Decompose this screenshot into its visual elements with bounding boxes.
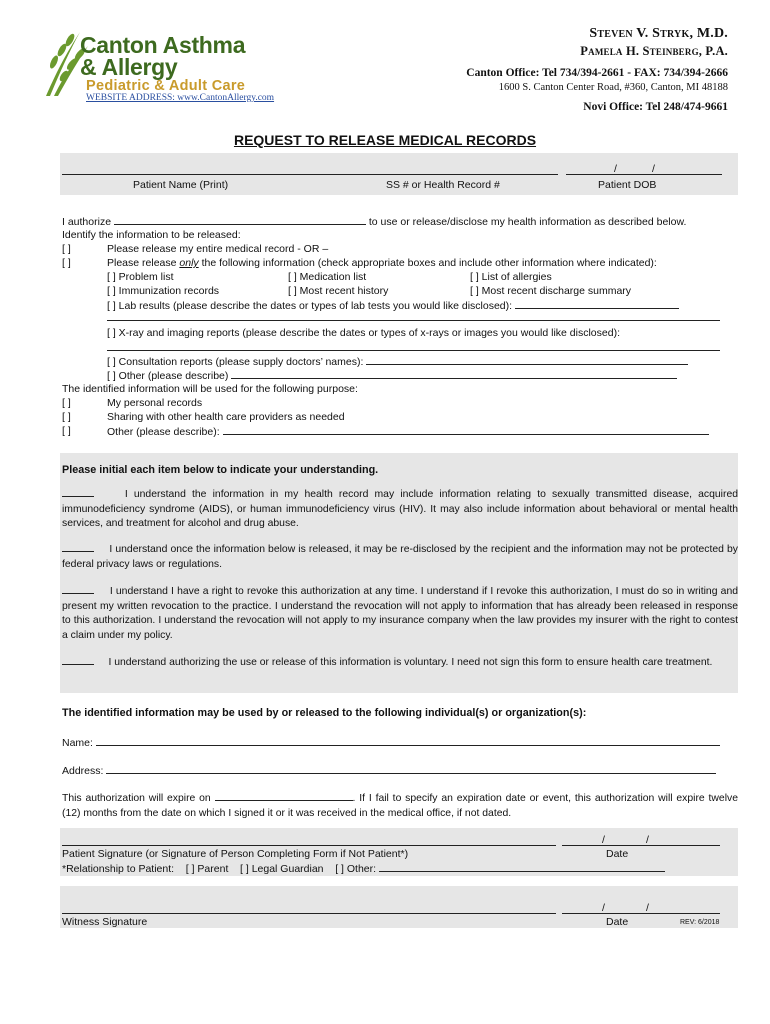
- xray-field[interactable]: [107, 341, 720, 351]
- ss-field[interactable]: [362, 165, 558, 175]
- initial-field-3[interactable]: [62, 585, 94, 594]
- logo-tagline: Pediatric & Adult Care: [86, 78, 246, 94]
- recipient-address-row: Address:: [62, 764, 716, 777]
- novi-office: Novi Office: Tel 248/474-9661: [583, 101, 728, 113]
- checkbox-allergies[interactable]: [ ] List of allergies: [470, 271, 552, 283]
- other-purpose-field[interactable]: [223, 425, 709, 435]
- patient-name-field[interactable]: [62, 165, 362, 175]
- checkbox-parent[interactable]: [ ] Parent: [185, 863, 229, 875]
- witness-date-slash-1: /: [602, 902, 605, 914]
- release-entire-label: Please release my entire medical record - OR –: [107, 243, 329, 255]
- sharing-label: Sharing with other health care providers as needed: [107, 411, 345, 423]
- patient-signature-date-label: Date: [606, 848, 629, 860]
- doctor-2: Pamela H. Steinberg, P.A.: [580, 44, 728, 58]
- dob-label: Patient DOB: [598, 179, 657, 191]
- checkbox-medication-list[interactable]: [ ] Medication list: [288, 271, 367, 283]
- checkbox-sharing[interactable]: [ ]: [62, 411, 71, 423]
- recipient-name-field[interactable]: [96, 736, 720, 746]
- witness-signature-label: Witness Signature: [62, 916, 148, 928]
- sig-date-slash-1: /: [602, 834, 605, 846]
- checkbox-consultation[interactable]: [ ] Consultation reports (please supply doctors’ names):: [107, 355, 688, 368]
- authorized-party-field[interactable]: [114, 215, 366, 225]
- patient-signature-date-field[interactable]: [562, 836, 720, 846]
- expiration-text: This authorization will expire on . If I fail to specify an expiration date or event, this authorization will expire twelve (12) months from the date on which I signed it or it was received in the medical office, if not dated.: [62, 793, 738, 819]
- website-link[interactable]: WEBSITE ADDRESS: www.CantonAllergy.com: [86, 93, 275, 103]
- relationship-row: *Relationship to Patient: [ ] Parent [ ] Legal Guardian [ ] Other:: [62, 862, 665, 875]
- dob-slash-1: /: [614, 163, 617, 175]
- checkbox-immunization[interactable]: [ ] Immunization records: [107, 285, 220, 297]
- understanding-item-3: I understand I have a right to revoke this authorization at any time. I understand if I revoke this authorization, I must do so in writing and present my written revocation to the practice. I understand the revocation will not apply to information that has already been released in response to this authorization. I understand the revocation will not apply to my insurance company when the law provides my insurer with the right to contest a claim under my policy.: [62, 586, 738, 641]
- witness-date-field[interactable]: [562, 904, 720, 914]
- recipient-address-field[interactable]: [106, 764, 716, 774]
- logo-line2: & Allergy: [80, 54, 178, 80]
- only-emphasis: only: [179, 257, 199, 269]
- ss-label: SS # or Health Record #: [386, 179, 500, 191]
- other-purpose-label: Other (please describe):: [107, 425, 709, 438]
- recipient-heading: The identified information may be used by or released to the following individual(s) or organization(s):: [62, 707, 587, 719]
- to-use-label: to use or release/disclose my health information as described below.: [368, 216, 687, 228]
- canton-address: 1600 S. Canton Center Road, #360, Canton, MI 48188: [498, 82, 728, 93]
- initial-field-1[interactable]: [62, 488, 94, 497]
- dob-slash-2: /: [652, 163, 655, 175]
- page-title: REQUEST TO RELEASE MEDICAL RECORDS: [233, 132, 537, 148]
- witness-signature-field[interactable]: [62, 904, 556, 914]
- logo-line1: Canton Asthma: [80, 32, 246, 58]
- checkbox-guardian[interactable]: [ ] Legal Guardian: [240, 863, 324, 875]
- understanding-heading: Please initial each item below to indicate your understanding.: [62, 464, 379, 476]
- doctor-1: Steven V. Stryk, M.D.: [589, 26, 728, 41]
- checkbox-lab-results[interactable]: [ ] Lab results (please describe the dates or types of lab tests you would like disclosed):: [107, 299, 679, 312]
- identify-label: Identify the information to be released:: [62, 229, 241, 241]
- checkbox-entire[interactable]: [ ]: [62, 243, 71, 255]
- patient-signature-label: Patient Signature (or Signature of Person Completing Form if Not Patient*): [62, 848, 409, 860]
- sig-date-slash-2: /: [646, 834, 649, 846]
- canton-office: Canton Office: Tel 734/394-2661 - FAX: 734/394-2666: [466, 67, 728, 79]
- recipient-name-row: Name:: [62, 736, 720, 749]
- checkbox-other-relationship[interactable]: [ ] Other:: [335, 863, 377, 875]
- lab-results-field-2[interactable]: [107, 311, 720, 321]
- understanding-item-2: I understand once the information below is released, it may be re-disclosed by the recipient and the information may not be protected by federal privacy laws or regulations.: [62, 544, 738, 570]
- understanding-item-1: I understand the information in my health record may include information relating to sexually transmitted disease, acquired immunodeficiency syndrome (AIDS), or human immunodeficiency virus (HIV). It may also include information about behavioral or mental health services, and treatment for alcohol and drug abuse.: [62, 489, 739, 530]
- checkbox-personal[interactable]: [ ]: [62, 397, 71, 409]
- checkbox-other-info[interactable]: [ ] Other (please describe): [107, 369, 677, 382]
- i-authorize-label: I authorize: [62, 216, 112, 228]
- other-relationship-field[interactable]: [379, 862, 665, 872]
- initial-field-2[interactable]: [62, 543, 94, 552]
- checkbox-other-purpose[interactable]: [ ]: [62, 425, 71, 437]
- initial-field-4[interactable]: [62, 656, 94, 665]
- dob-field[interactable]: [566, 165, 722, 175]
- authorize-line: [62, 215, 686, 228]
- revision-label: REV: 6/2018: [680, 919, 720, 926]
- understanding-item-4: I understand authorizing the use or release of this information is voluntary. I need not sign this form to ensure health care treatment.: [62, 656, 738, 671]
- consultation-field[interactable]: [366, 355, 688, 365]
- witness-date-slash-2: /: [646, 902, 649, 914]
- checkbox-discharge[interactable]: [ ] Most recent discharge summary: [470, 285, 632, 297]
- patient-name-label: Patient Name (Print): [133, 179, 229, 191]
- other-info-field[interactable]: [231, 369, 677, 379]
- patient-signature-field[interactable]: [62, 836, 556, 846]
- checkbox-problem-list[interactable]: [ ] Problem list: [107, 271, 174, 283]
- purpose-label: The identified information will be used for the following purpose:: [62, 383, 358, 395]
- expiration-date-field[interactable]: [215, 791, 353, 801]
- checkbox-only[interactable]: [ ]: [62, 257, 71, 269]
- lab-results-field[interactable]: [515, 299, 679, 309]
- checkbox-xray[interactable]: [ ] X-ray and imaging reports (please describe the dates or types of x-rays or images you would like disclosed):: [107, 327, 620, 339]
- witness-date-label: Date: [606, 916, 629, 928]
- release-only-label: Please release only the following information (check appropriate boxes and include other information where indicated):: [107, 257, 657, 269]
- personal-label: My personal records: [107, 397, 203, 409]
- checkbox-recent-history[interactable]: [ ] Most recent history: [288, 285, 389, 297]
